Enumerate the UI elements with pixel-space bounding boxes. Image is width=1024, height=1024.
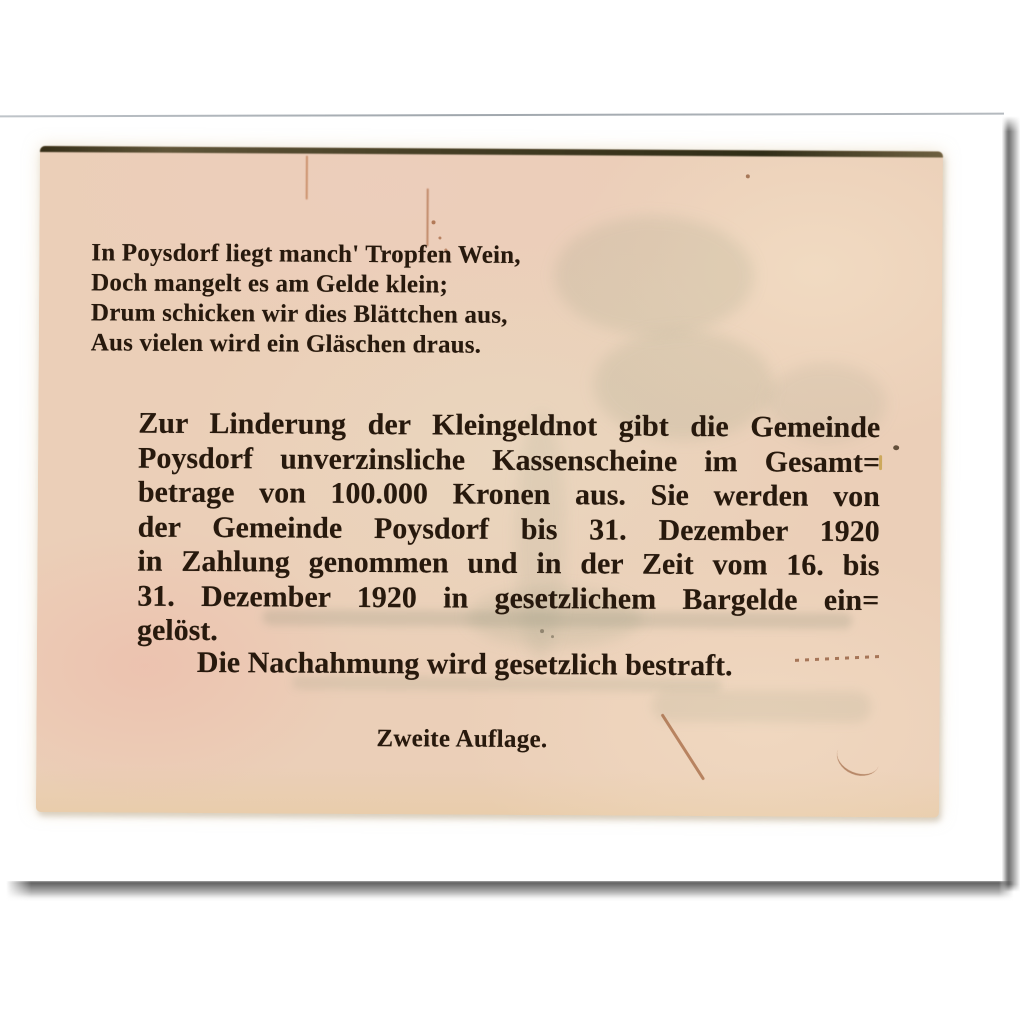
rust-streak [306,156,308,200]
poem-line: In Poysdorf liegt manch' Tropfen Wein, [91,239,521,269]
banknote-reverse [36,146,943,818]
rust-speck [432,220,436,224]
rust-streak [426,188,428,246]
poem-line: Drum schicken wir dies Blättchen aus, [90,299,508,329]
body-line: Poysdorf unverzinsliche Kassenscheine im Gesamt= [137,441,881,479]
body-line: betrage von 100.000 Kronen aus. Sie werden von [137,475,880,514]
body-line: der Gemeinde Poysdorf bis 31. Dezember 1920 [137,510,880,548]
banknote-top-edge [40,146,943,158]
body-line: gelöst. [136,613,218,648]
body-line: in Zahlung genommen und in der Zeit vom 16. bis [137,544,880,583]
showthrough-streak [651,690,871,723]
sheet-shadow-right [1002,116,1020,892]
rust-speck [746,174,750,178]
sheet-shadow-bottom [6,881,1014,901]
body-line: Zur Linderung der Kleingeldnot gibt die Gemeinde [138,406,881,445]
scratch-mark [661,713,706,780]
scratch-mark [831,734,885,782]
sheet-edge-line [0,113,1004,118]
edition-note: Zweite Auflage. [376,725,548,754]
poem-line: Doch mangelt es am Gelde klein; [91,269,449,299]
redemption-text-block [137,407,880,653]
poem-block [91,238,652,361]
body-line: 31. Dezember 1920 in gesetzlichem Bargelde ein= [137,579,880,617]
rust-speck [438,236,441,239]
dark-fleck [893,445,899,450]
poem-line: Aus vielen wird ein Gläschen draus. [90,329,482,359]
counterfeit-warning: Die Nachahmung wird gesetzlich bestraft. [196,645,733,683]
